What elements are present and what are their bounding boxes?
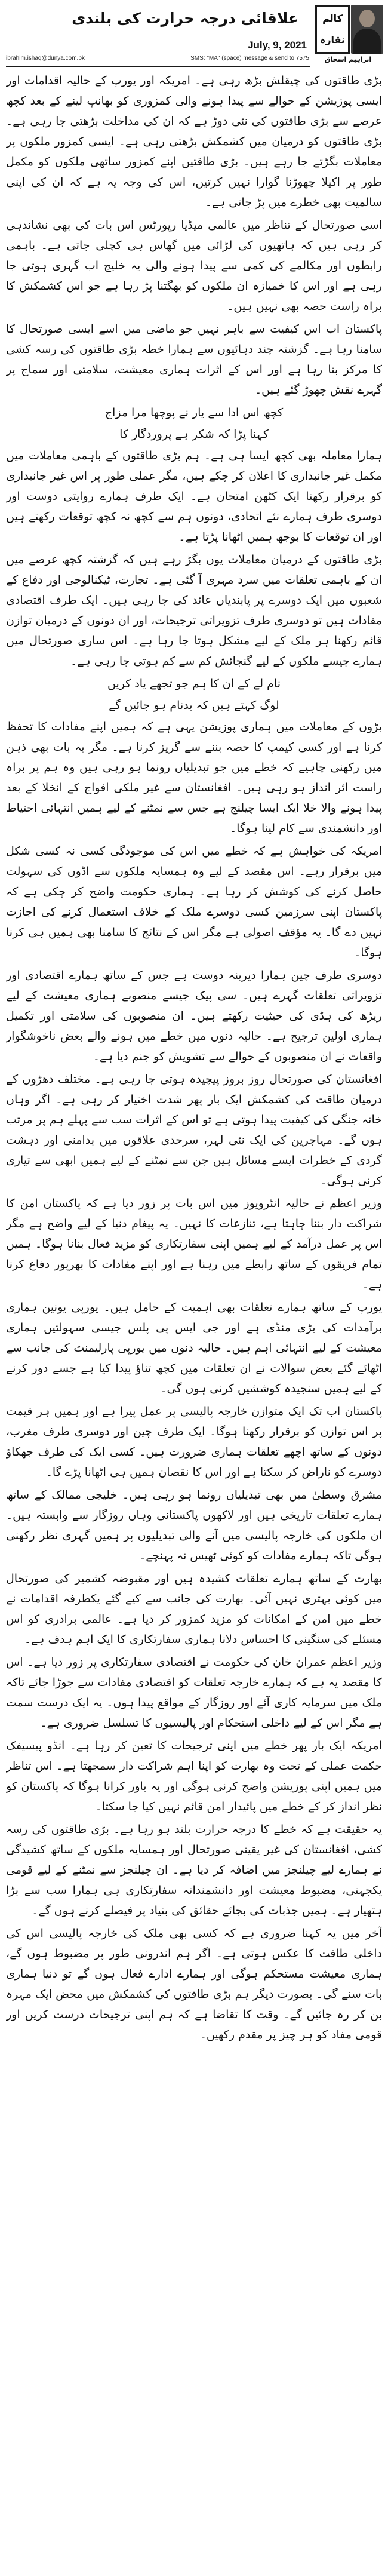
article-paragraph: یہ حقیقت ہے کہ خطے کا درجہ حرارت بلند ہو رہا ہے۔ بڑی طاقتوں کی رسہ کشی، افغانستان کی غیر یقینی صورتحال اور ہمسایہ ملکوں کے ساتھ کشیدگی نے ہمارے لیے چیلنجز میں اضافہ کر دیا ہے۔ ان چیلنجز سے نمٹنے کے لیے قومی یکجہتی، مضبوط معیشت اور دانشمندانہ سفارتکاری ہی ہمارا سب سے بڑا ہتھیار ہے۔ ہمیں جذبات کی بجائے حقائق کی بنیاد پر فیصلے کرنے ہوں گے۔ [6,1823,382,1917]
sms-instructions: SMS: "MA" (space) message & send to 7575 [190,55,309,62]
column-name-line-2: نقارہ [319,34,346,45]
article-paragraph: دوسری طرف چین ہمارا دیرینہ دوست ہے جس کے ساتھ ہمارے اقتصادی اور تزویراتی تعلقات گہرے ہیں۔ سی پیک جیسے منصوبے ہماری معیشت کے لیے ریڑھ کی ہڈی کی حیثیت رکھتے ہیں۔ ان منصوبوں کی سلامتی اور تکمیل ہماری اولین ترجیح ہے۔ حالیہ دنوں میں خطے میں ہونے والے بعض ناخوشگوار واقعات نے ان منصوبوں کے حوالے سے تشویش کو جنم دیا ہے۔ [6,969,382,1063]
column-logo-block [312,2,384,65]
article-paragraph: وزیر اعظم نے حالیہ انٹرویوز میں اس بات پر زور دیا ہے کہ پاکستان امن کا شراکت دار بننا چاہتا ہے، تنازعات کا نہیں۔ یہ پیغام دنیا کے لیے واضح ہے مگر اس پر عمل درآمد کے لیے ہمیں اپنی سفارتکاری کو مزید فعال بنانا ہوگا۔ ہمیں تمام فریقوں کے ساتھ رابطے میں رہنا ہے اور اپنے مفادات کا بھرپور دفاع کرنا ہے۔ [6,1197,382,1291]
author-name: ابراہیم اسحاق [324,56,372,63]
author-photo-head [359,10,375,27]
article-paragraph: یورپ کے ساتھ ہمارے تعلقات بھی اہمیت کے حامل ہیں۔ یورپی یونین ہماری برآمدات کی بڑی منڈی ہے اور جی ایس پی پلس جیسی سہولتیں ہماری معیشت کے لیے انتہائی اہم ہیں۔ حالیہ دنوں میں یورپی پارلیمنٹ کی جانب سے اٹھائے گئے بعض سوالات نے ان تعلقات میں کچھ تناؤ پیدا کیا ہے جسے دور کرنے کے لیے ہمیں سنجیدہ کوششیں کرنی ہوں گی۔ [6,1301,382,1395]
publish-date: July, 9, 2021 [248,39,307,51]
column-masthead [0,0,388,69]
article-paragraph: امریکہ ایک بار پھر خطے میں اپنی ترجیحات کا تعین کر رہا ہے۔ انڈو پیسیفک حکمت عملی کے تحت وہ بھارت کو اپنا اہم شراکت دار سمجھتا ہے۔ اس تناظر میں ہمیں اپنی پوزیشن واضح کرنی ہوگی اور یہ باور کرانا ہوگا کہ پاکستان کو نظر انداز کر کے خطے میں پائیدار امن قائم نہیں کیا جا سکتا۔ [6,1739,382,1813]
poetry-verse-line: لوگ کہتے ہیں کہ بدنام ہو جائیں گے [109,699,279,712]
article-body [6,70,382,2567]
poetry-verse-line: کچھ اس ادا سے یار نے پوچھا مرا مزاج [104,406,284,419]
column-name-line-1: کالم [322,13,343,24]
article-paragraph: پاکستان اب اس کیفیت سے باہر نہیں جو ماضی میں اسے ایسی صورتحال کا سامنا رہا ہے۔ گزشتہ چند دہائیوں سے ہمارا خطہ بڑی طاقتوں کی رسہ کشی کا مرکز بنا رہا ہے اور اس کے اثرات ہماری معیشت، سلامتی اور سماج پر گہرے نقش چھوڑ گئے ہیں۔ [6,323,382,397]
article-paragraph: اسی صورتحال کے تناظر میں عالمی میڈیا رپورٹس اس بات کی بھی نشاندہی کر رہی ہیں کہ ہاتھیوں کی لڑائی میں گھاس ہی کچلی جاتی ہے۔ باہمی رابطوں اور مکالمے کی کمی سے پیدا ہونے والی یہ خلیج اب گہری ہوتی جا رہی ہے اور اس کا خمیازہ ان ملکوں کو بھگتنا پڑ رہا ہے جو اس کشمکش کا براہ راست حصہ بھی نہیں ہیں۔ [6,219,382,313]
article-paragraph: وزیر اعظم عمران خان کی حکومت نے اقتصادی سفارتکاری پر زور دیا ہے۔ اس کا مقصد یہ ہے کہ ہمارے خارجہ تعلقات کو اقتصادی مفادات سے جوڑا جائے تاکہ ملک میں سرمایہ کاری آئے اور روزگار کے مواقع پیدا ہوں۔ یہ ایک درست سمت ہے مگر اس کے لیے داخلی استحکام اور پالیسیوں کا تسلسل ضروری ہے۔ [6,1656,382,1730]
article-paragraph: بھارت کے ساتھ ہمارے تعلقات کشیدہ ہیں اور مقبوضہ کشمیر کی صورتحال میں کوئی بہتری نہیں آئی۔ بھارت کی جانب سے کیے گئے یکطرفہ اقدامات نے خطے میں امن کے امکانات کو مزید کمزور کر دیا ہے۔ عالمی برادری کو اس مسئلے کی سنگینی کا احساس دلانا ہماری سفارتکاری کا ایک اہم ہدف ہے۔ [6,1572,382,1646]
article-paragraph: افغانستان کی صورتحال روز بروز پیچیدہ ہوتی جا رہی ہے۔ مختلف دھڑوں کے درمیان طاقت کی کشمکش ایک بار پھر شدت اختیار کر رہی ہے۔ اگر وہاں خانہ جنگی کی کیفیت پیدا ہوتی ہے تو اس کے اثرات سب سے پہلے ہم پر مرتب ہوں گے۔ مہاجرین کی ایک نئی لہر، سرحدی علاقوں میں بدامنی اور دہشت گردی کے خطرات ایسے مسائل ہیں جن سے نمٹنے کے لیے ہمیں ابھی سے تیاری کرنی ہوگی۔ [6,1073,382,1187]
article-paragraph: ہمارا معاملہ بھی کچھ ایسا ہی ہے۔ ہم بڑی طاقتوں کے باہمی معاملات میں مکمل غیر جانبداری کا اعلان کر چکے ہیں، مگر عملی طور پر اس غیر جانبداری کو برقرار رکھنا ایک کٹھن امتحان ہے۔ ایک طرف ہمارے روایتی دوست اور دوسری طرف ہمارے نئے اتحادی، دونوں ہم سے کچھ نہ کچھ توقعات رکھتے ہیں اور ان توقعات کا بوجھ ہمیں اٹھانا پڑتا ہے۔ [6,449,382,544]
article-paragraph: پاکستان اب تک ایک متوازن خارجہ پالیسی پر عمل پیرا ہے اور ہمیں ہر قیمت پر اس توازن کو برقرار رکھنا ہوگا۔ ایک طرف چین اور دوسری طرف مغرب، دونوں کے ساتھ اچھے تعلقات ہماری ضرورت ہیں۔ کسی ایک کی طرف جھکاؤ دوسرے کو ناراض کر سکتا ہے اور اس کا نقصان ہمیں ہی اٹھانا پڑے گا۔ [6,1405,382,1479]
column-name-logo [315,5,350,54]
poetry-verse-line: کہنا پڑا کہ شکر ہے پروردگار کا [119,428,269,441]
article-paragraph: بڑوں کے معاملات میں ہماری پوزیشن یہی ہے کہ ہمیں اپنے مفادات کا تحفظ کرنا ہے اور کسی کیمپ کا حصہ بننے سے گریز کرنا ہے۔ مگر یہ بات بھی ذہن میں رکھنی چاہیے کہ خطے میں جو تبدیلیاں رونما ہو رہی ہیں وہ ہم پر براہ راست اثر انداز ہو رہی ہیں۔ افغانستان سے غیر ملکی افواج کے انخلا کے بعد پیدا ہونے والا خلا ایک ایسا چیلنج ہے جس سے نمٹنے کے لیے ہمیں انتہائی احتیاط اور دانشمندی سے کام لینا ہوگا۔ [6,720,382,835]
article-paragraph: آخر میں یہ کہنا ضروری ہے کہ کسی بھی ملک کی خارجہ پالیسی اس کی داخلی طاقت کا عکس ہوتی ہے۔ اگر ہم اندرونی طور پر مضبوط ہوں گے، ہماری معیشت مستحکم ہوگی اور ہمارے ادارے فعال ہوں گے تو دنیا ہماری بات سنے گی۔ بصورت دیگر ہم بڑی طاقتوں کی کشمکش میں محض ایک مہرہ بن کر رہ جائیں گے۔ وقت کا تقاضا ہے کہ ہم اپنی ترجیحات درست کریں اور قومی مفاد کو ہر چیز پر مقدم رکھیں۔ [6,1927,382,2041]
column-headline: علاقائی درجہ حرارت کی بلندی [72,10,298,27]
article-paragraph: امریکہ کی خواہش ہے کہ خطے میں اس کی موجودگی کسی نہ کسی شکل میں برقرار رہے۔ اس مقصد کے لیے وہ ہمسایہ ملکوں سے اڈوں کی سہولت حاصل کرنے کی کوشش کر رہا ہے۔ ہماری حکومت واضح کر چکی ہے کہ پاکستان اپنی سرزمین کسی دوسرے ملک کے خلاف استعمال کرنے کی اجازت نہیں دے گا۔ یہ مؤقف اصولی ہے مگر اس کے نتائج کا سامنا بھی ہمیں ہی کرنا ہوگا۔ [6,845,382,959]
poetry-verse-line: نام لے کے ان کا ہم جو تجھے یاد کریں [107,677,281,690]
masthead-divider [6,66,310,67]
article-paragraph: مشرق وسطیٰ میں بھی تبدیلیاں رونما ہو رہی ہیں۔ خلیجی ممالک کے ساتھ ہمارے تعلقات تاریخی ہیں اور لاکھوں پاکستانی وہاں روزگار سے وابستہ ہیں۔ ان ملکوں کی خارجہ پالیسی میں آنے والی تبدیلیوں پر ہمیں گہری نظر رکھنی ہوگی تاکہ ہمارے مفادات کو کوئی ٹھیس نہ پہنچے۔ [6,1488,382,1562]
author-email: ibrahim.ishaq@dunya.com.pk [6,55,85,62]
article-paragraph: بڑی طاقتوں کی چیقلش بڑھ رہی ہے۔ امریکہ اور یورپ کے حالیہ اقدامات اور ایسی پوزیشن کے حوالے سے پیدا ہونے والی کمزوری کو بھانپ لینے کے بعد کچھ عرصے سے بڑی طاقتوں کی نئی دوڑ ہے کہ ان کی مداخلت بڑھتی جا رہی ہے۔ بڑی طاقتوں کو درمیان میں کشمکش بڑھتی رہی ہے۔ ایسی کمزور ملکوں پر معاملات بگڑتے جا رہے ہیں۔ بڑی طاقتیں اپنے کمزور ساتھی ملکوں کو مکمل طور پر اکیلا چھوڑنا گوارا نہیں کرتیں، اس کی وجہ یہ ہے کہ ان کی اپنی سالمیت بھی خطرے میں پڑ جاتی ہے۔ [6,74,382,209]
author-photo [351,5,383,54]
article-paragraph: بڑی طاقتوں کے درمیان معاملات یوں بگڑ رہے ہیں کہ گزشتہ کچھ عرصے میں ان کے باہمی تعلقات میں سرد مہری آ گئی ہے۔ تجارت، ٹیکنالوجی اور دفاع کے شعبوں میں ایک دوسرے پر پابندیاں عائد کی جا رہی ہیں۔ ایک طرف اقتصادی مفادات ہیں تو دوسری طرف تزویراتی ترجیحات، اور ان دونوں کے درمیان توازن قائم رکھنا ہر ملک کے لیے مشکل ہوتا جا رہا ہے۔ اس ساری صورتحال میں ہمارے جیسے ملکوں کے لیے گنجائش کم سے کم ہوتی جا رہی ہے۔ [6,553,382,668]
author-photo-shoulders [353,29,381,54]
